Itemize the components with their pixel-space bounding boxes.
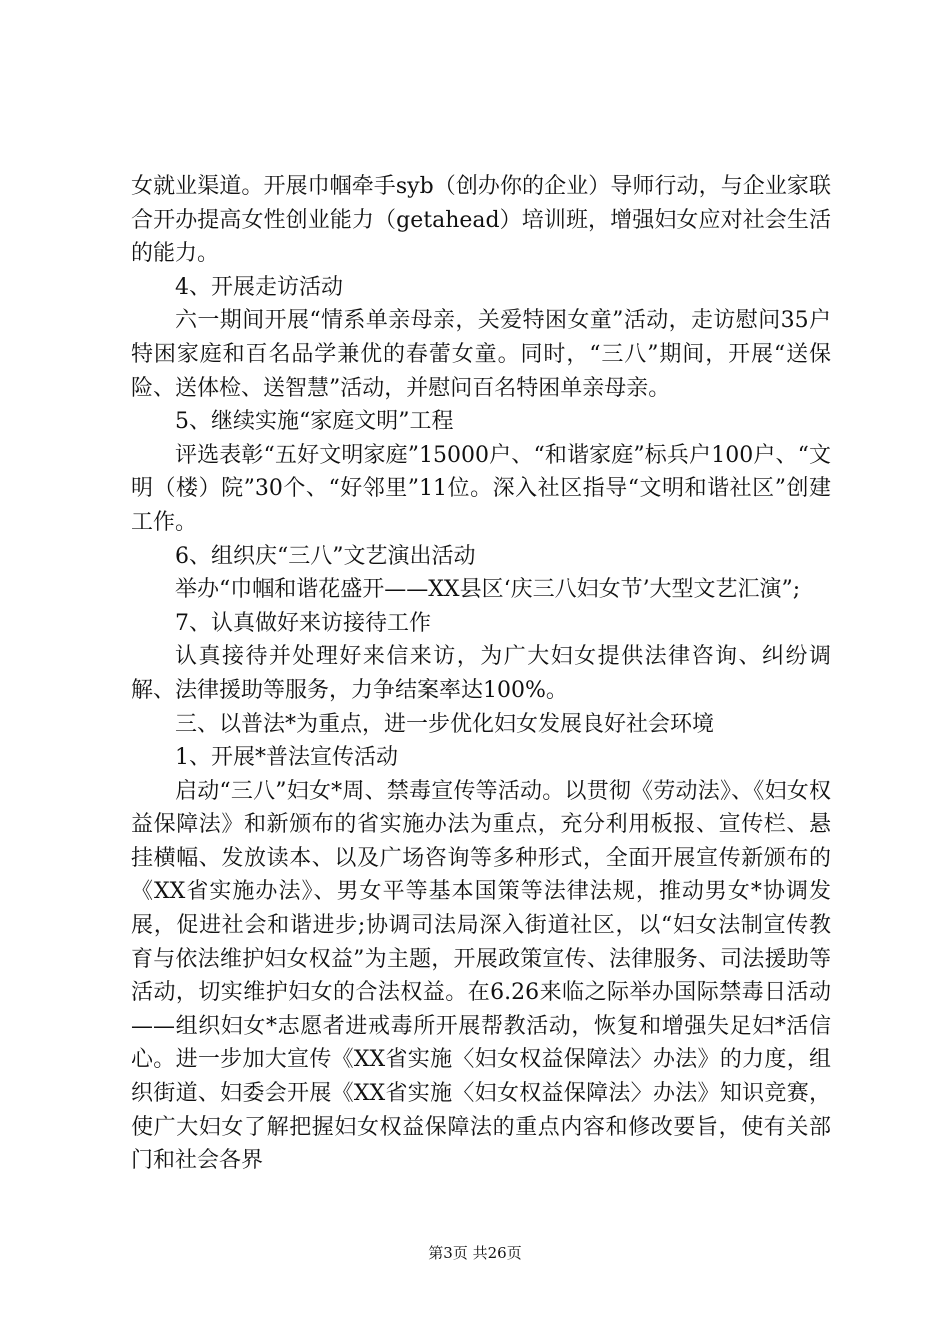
paragraph-visit-activities: 六一期间开展“情系单亲母亲，关爱特困女童”活动，走访慰问35户特困家庭和百名品学兼优的春蕾女童。同时，“三八”期间，开展“送保险、送体检、送智慧”活动，并慰问百名特困单亲母亲。 [131, 308, 831, 401]
document-body [131, 170, 831, 1178]
paragraph-family-civilization: 评选表彰“五好文明家庭”15000户、“和谐家庭”标兵户100户、“文明（楼）院”30个、“好邻里”11位。深入社区指导“文明和谐社区”创建工作。 [131, 442, 831, 535]
heading-section-three: 三、以普法*为重点，进一步优化妇女发展良好社会环境 [175, 711, 715, 737]
heading-family-civilization: 5、继续实施“家庭文明”工程 [175, 409, 454, 435]
page-number-footer: 第3页 共26页 [428, 1244, 522, 1262]
paragraph-reception-work: 认真接待并处理好来信来访，为广大妇女提供法律咨询、纠纷调解、法律援助等服务，力争结案率达100%。 [131, 644, 831, 703]
paragraph-womens-day-performance: 举办“巾帼和谐花盛开——XX县区‘庆三八妇女节’大型文艺汇演”; [175, 577, 801, 603]
heading-visit-activities: 4、开展走访活动 [175, 274, 343, 300]
paragraph-employment-channels: 女就业渠道。开展巾帼牵手syb（创办你的企业）导师行动，与企业家联合开办提高女性创业能力（getahead）培训班，增强妇女应对社会生活的能力。 [131, 174, 831, 267]
heading-reception-work: 7、认真做好来访接待工作 [175, 610, 431, 636]
heading-womens-day-performance: 6、组织庆“三八”文艺演出活动 [175, 543, 476, 569]
heading-legal-publicity: 1、开展*普法宣传活动 [175, 745, 398, 771]
paragraph-legal-publicity: 启动“三八”妇女*周、禁毒宣传等活动。以贯彻《劳动法》、《妇女权益保障法》和新颁布的省实施办法为重点，充分利用板报、宣传栏、悬挂横幅、发放读本、以及广场咨询等多种形式，全面开展宣传新颁布的《XX省实施办法》、男女平等基本国策等法律法规，推动男女*协调发展，促进社会和谐进步;协调司法局深入街道社区，以“妇女法制宣传教育与依法维护妇女权益”为主题，开展政策宣传、法律服务、司法援助等活动，切实维护妇女的合法权益。在6.26来临之际举办国际禁毒日活动——组织妇女*志愿者进戒毒所开展帮教活动，恢复和增强失足妇*活信心。进一步加大宣传《XX省实施〈妇女权益保障法〉办法》的力度，组织街道、妇委会开展《XX省实施〈妇女权益保障法〉办法》知识竞赛，使广大妇女了解把握妇女权益保障法的重点内容和修改要旨，使有关部门和社会各界 [131, 778, 831, 1174]
